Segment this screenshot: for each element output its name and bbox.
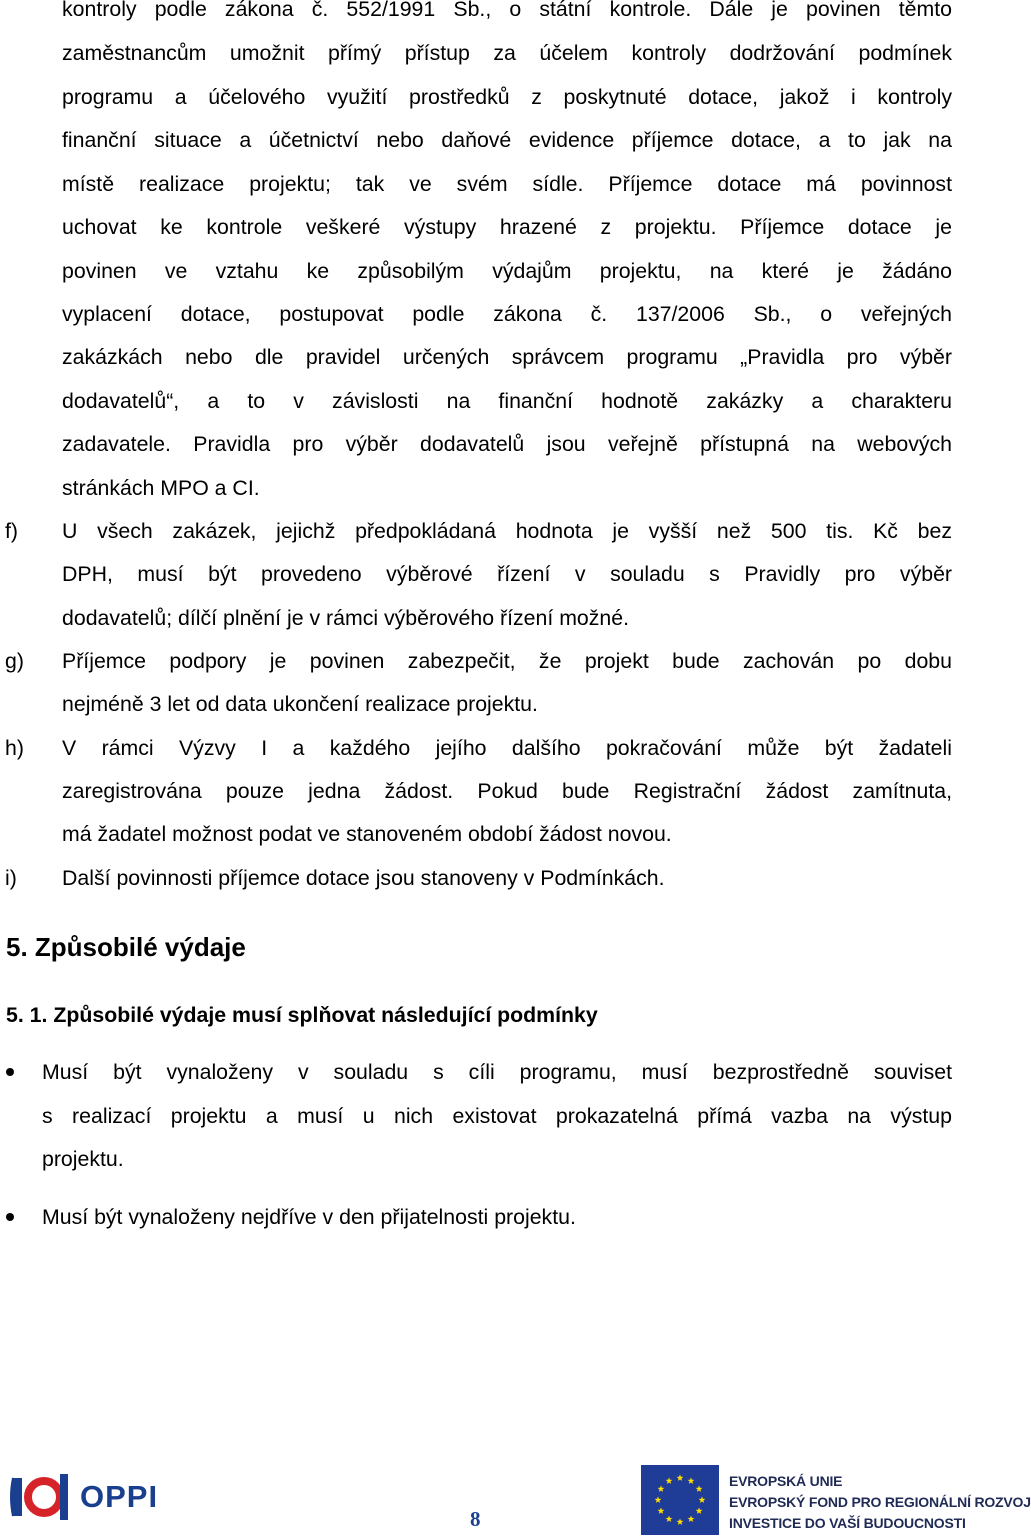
body-line: kontroly podle zákona č. 552/1991 Sb., o státní kontrole. Dále je povinen těmto xyxy=(62,0,952,21)
list-item-line: zaregistrována pouze jedna žádost. Pokud bude Registrační žádost zamítnuta, xyxy=(62,779,952,803)
body-line: povinen ve vztahu ke způsobilým výdajům projektu, na které je žádáno xyxy=(62,259,952,283)
eu-star-icon xyxy=(677,1474,684,1481)
oppi-logo-text: OPPI xyxy=(80,1479,159,1514)
list-item-line: Další povinnosti příjemce dotace jsou stanoveny v Podmínkách. xyxy=(62,866,665,890)
list-item-line: V rámci Výzvy I a každého jejího dalšího pokračování může být žadateli xyxy=(62,736,952,760)
list-item-line: DPH, musí být provedeno výběrové řízení v souladu s Pravidly pro výběr xyxy=(62,562,952,586)
eu-line: EVROPSKÝ FOND PRO REGIONÁLNÍ ROZVOJ xyxy=(729,1494,1031,1510)
list-item-marker: h) xyxy=(5,736,24,760)
list-item-marker: f) xyxy=(5,519,19,543)
list-item-line: dodavatelů; dílčí plnění je v rámci výběrového řízení možné. xyxy=(62,606,630,630)
eu-flag-icon xyxy=(641,1465,719,1535)
body-line: finanční situace a účetnictví nebo daňové evidence příjemce dotace, a to jak na xyxy=(62,128,952,152)
bullet-line: projektu. xyxy=(42,1147,124,1171)
subsection-heading: 5. 1. Způsobilé výdaje musí splňovat následující podmínky xyxy=(6,1003,598,1027)
body-line: stránkách MPO a CI. xyxy=(62,476,260,500)
list-item-marker: g) xyxy=(5,649,24,673)
list-item-marker: i) xyxy=(5,866,17,890)
eu-star-icon xyxy=(688,1477,695,1484)
list-item-line: má žadatel možnost podat ve stanoveném období žádost novou. xyxy=(62,822,672,846)
oppi-logo xyxy=(12,1472,172,1522)
oppi-emblem-icon xyxy=(12,1472,74,1522)
page-number: 8 xyxy=(470,1507,481,1531)
body-line: místě realizace projektu; tak ve svém sídle. Příjemce dotace má povinnost xyxy=(62,172,952,196)
bullet-line: s realizací projektu a musí u nich existovat prokazatelná přímá vazba na výstup xyxy=(42,1104,952,1128)
body-line: dodavatelů“, a to v závislosti na finanční hodnotě zakázky a charakteru xyxy=(62,389,952,413)
eu-star-icon xyxy=(666,1477,673,1484)
eu-star-icon xyxy=(677,1518,684,1525)
list-item-line: U všech zakázek, jejichž předpokládaná hodnota je vyšší než 500 tis. Kč bez xyxy=(62,519,952,543)
body-line: zaměstnancům umožnit přímý přístup za účelem kontroly dodržování podmínek xyxy=(62,41,952,65)
list-item-line: nejméně 3 let od data ukončení realizace projektu. xyxy=(62,692,538,716)
eu-star-icon xyxy=(655,1496,662,1503)
bullet-line: Musí být vynaloženy v souladu s cíli programu, musí bezprostředně souviset xyxy=(42,1060,952,1084)
eu-star-icon xyxy=(658,1485,665,1492)
eu-star-icon xyxy=(696,1485,703,1492)
list-item-line: Příjemce podpory je povinen zabezpečit, že projekt bude zachován po dobu xyxy=(62,649,952,673)
bullet-icon xyxy=(6,1068,14,1076)
body-line: uchovat ke kontrole veškeré výstupy hrazené z projektu. Příjemce dotace je xyxy=(62,215,952,239)
eu-line: EVROPSKÁ UNIE xyxy=(729,1473,843,1489)
eu-line: INVESTICE DO VAŠÍ BUDOUCNOSTI xyxy=(729,1515,966,1531)
body-line: programu a účelového využití prostředků z poskytnuté dotace, jakož i kontroly xyxy=(62,85,952,109)
body-line: zakázkách nebo dle pravidel určených správcem programu „Pravidla pro výběr xyxy=(62,345,952,369)
bullet-line: Musí být vynaloženy nejdříve v den přijatelnosti projektu. xyxy=(42,1205,576,1229)
eu-star-icon xyxy=(696,1507,703,1514)
eu-star-icon xyxy=(666,1515,673,1522)
bullet-icon xyxy=(6,1213,14,1221)
section-heading: 5. Způsobilé výdaje xyxy=(6,932,246,962)
body-line: vyplacení dotace, postupovat podle zákona č. 137/2006 Sb., o veřejných xyxy=(62,302,952,326)
eu-star-icon xyxy=(688,1515,695,1522)
eu-star-icon xyxy=(658,1507,665,1514)
body-line: zadavatele. Pravidla pro výběr dodavatelů jsou veřejně přístupná na webových xyxy=(62,432,952,456)
eu-star-icon xyxy=(699,1496,706,1503)
eu-logo xyxy=(641,1465,1031,1535)
